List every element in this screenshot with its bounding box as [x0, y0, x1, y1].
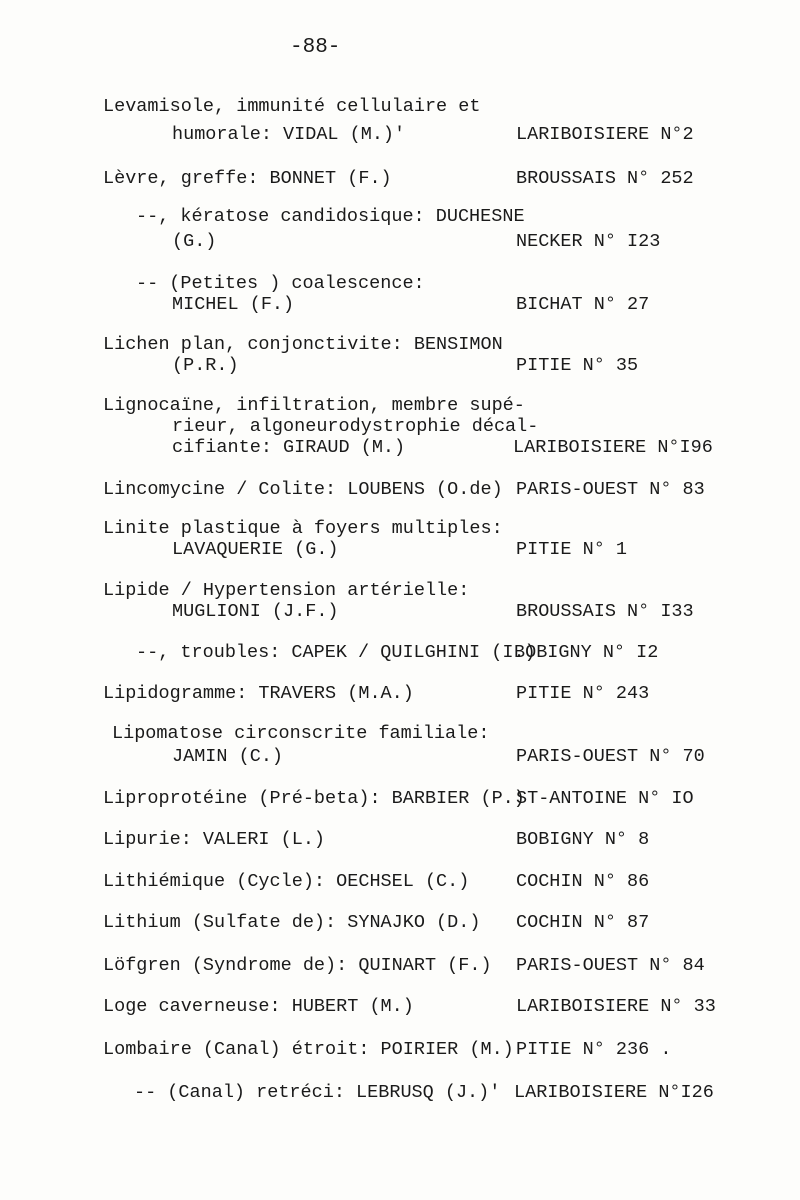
entry-line: LAVAQUERIE (G.) [172, 539, 339, 560]
entry-line: Lipide / Hypertension artérielle: [103, 580, 470, 601]
entry-line: Lipidogramme: TRAVERS (M.A.) [103, 683, 414, 704]
entry-line: Lignocaïne, infiltration, membre supé- [103, 395, 525, 416]
entry-reference: BOBIGNY N° 8 [516, 829, 650, 850]
entry-line: JAMIN (C.) [172, 746, 284, 767]
entry-line: -- (Petites ) coalescence: [136, 273, 425, 294]
entry-line: MICHEL (F.) [172, 294, 295, 315]
entry-reference: BROUSSAIS N° 252 [516, 168, 694, 189]
entry-line: (G.) [172, 231, 217, 252]
entry-line: Lithium (Sulfate de): SYNAJKO (D.) [103, 912, 481, 933]
entry-line: --, troubles: CAPEK / QUILGHINI (I.) [136, 642, 536, 663]
entry-line: Lithiémique (Cycle): OECHSEL (C.) [103, 871, 470, 892]
entry-reference: ST-ANTOINE N° IO [516, 788, 694, 809]
entry-line: Lincomycine / Colite: LOUBENS (O.de) [103, 479, 503, 500]
entry-line: Lichen plan, conjonctivite: BENSIMON [103, 334, 503, 355]
entry-reference: PITIE N° 236 . [516, 1039, 672, 1060]
entry-reference: PARIS-OUEST N° 70 [516, 746, 705, 767]
entry-line: --, kératose candidosique: DUCHESNE [136, 206, 525, 227]
entry-line: Loge caverneuse: HUBERT (M.) [103, 996, 414, 1017]
entry-reference: LARIBOISIERE N°2 [516, 124, 694, 145]
entry-reference: COCHIN N° 87 [516, 912, 650, 933]
entry-line: -- (Canal) retréci: LEBRUSQ (J.)' [134, 1082, 501, 1103]
entry-line: Lombaire (Canal) étroit: POIRIER (M.) [103, 1039, 514, 1060]
entry-line: MUGLIONI (J.F.) [172, 601, 339, 622]
entry-line: Linite plastique à foyers multiples: [103, 518, 503, 539]
entry-reference: BICHAT N° 27 [516, 294, 650, 315]
entry-reference: COCHIN N° 86 [516, 871, 650, 892]
entry-reference: PITIE N° 243 [516, 683, 650, 704]
entry-reference: LARIBOISIERE N°I26 [514, 1082, 714, 1103]
entry-reference: PARIS-OUEST N° 83 [516, 479, 705, 500]
entry-reference: PARIS-OUEST N° 84 [516, 955, 705, 976]
entry-reference: BROUSSAIS N° I33 [516, 601, 694, 622]
entry-line: Löfgren (Syndrome de): QUINART (F.) [103, 955, 492, 976]
entry-reference: PITIE N° 1 [516, 539, 628, 560]
entry-line: (P.R.) [172, 355, 239, 376]
page-number: -88- [290, 36, 341, 59]
entry-reference: LARIBOISIERE N° 33 [516, 996, 716, 1017]
entry-line: humorale: VIDAL (M.)' [172, 124, 406, 145]
entry-reference: PITIE N° 35 [516, 355, 639, 376]
entry-reference: BOBIGNY N° I2 [514, 642, 659, 663]
entry-line: Liproprotéine (Pré-beta): BARBIER (P.) [103, 788, 525, 809]
entry-line: cifiante: GIRAUD (M.) [172, 437, 406, 458]
entry-reference: NECKER N° I23 [516, 231, 661, 252]
entry-reference: LARIBOISIERE N°I96 [513, 437, 713, 458]
entry-line: rieur, algoneurodystrophie décal- [172, 416, 539, 437]
entry-line: Levamisole, immunité cellulaire et [103, 96, 481, 117]
entry-line: Lipurie: VALERI (L.) [103, 829, 326, 850]
entry-line: Lèvre, greffe: BONNET (F.) [103, 168, 392, 189]
entry-line: Lipomatose circonscrite familiale: [112, 723, 490, 744]
